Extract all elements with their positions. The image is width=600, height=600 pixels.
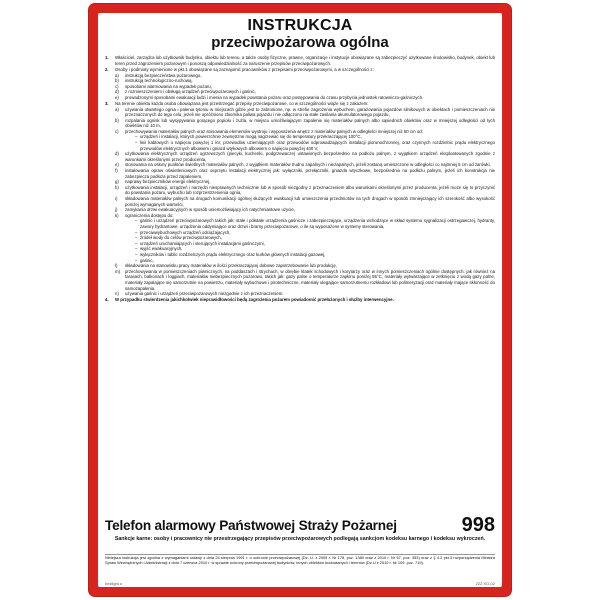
subitem-text-main: instalowania opraw oświetleniowych oraz osprzętu instalacji elektrycznej jak: wyłączniki, przełączniki, gniazda wtyczkowe, bezpośrednio na podłożu palnym, jeżeli ich konstrukcja nie zabezpiecza podłoża przed zapaleniem, — [125, 168, 495, 179]
paragraph-number: 2. — [105, 66, 109, 72]
subitem — [115, 151, 495, 162]
subitem-text-main: użytkowania instalacji, urządzeń i narzędzi niesprawnych technicznie lub w sposób niezgodny z przeznaczeniem albo warunkami określonymi przez producenta, jeżeli może się to przyczynić do powstania pożaru, wybuchu lub rozprzestrzenienia ognia, — [125, 184, 495, 196]
subitem-text-main: składowania materiałów palnych na drogach komunikacji ogólnej służących ewakuacji lub umieszczenia przedmiotów na tych drogach w sposób zmniejszający ich szerokość albo wysokość poniżej wymaganych wartości, — [125, 196, 495, 207]
subitem — [115, 107, 495, 118]
phone-label: Telefon alarmowy Państwowej Straży Pożarnej — [105, 517, 397, 533]
subitem-text-main: używania otwartego ognia i palenia tytoniu w miejscach gdzie jest to zabronione, np. w strefie zagrożenia wybuchem, garażowania pojazdów silnikowych w obiektach i pomieszczeniach nie przeznaczonych do tego celu, jeżeli nie opróżniono zbiornika paliwa pojazdu i nie odłączono na stałe zasilania akumulatorowego pojazdu, — [125, 106, 495, 118]
instruction-paragraph — [105, 55, 495, 66]
subitem-text-main: ograniczenia dostępu do: — [125, 212, 174, 218]
sanctions-note: Sankcje karne: osoby i pracownicy nie przestrzegający przepisów przeciwpożarowych podlegają sankcjom kodeksu karnego i kodeksu wykroczeń. — [114, 536, 486, 542]
paragraph-number: 1. — [105, 55, 109, 60]
subitem-letter: e) — [115, 94, 119, 100]
subitem-letter: g) — [115, 179, 119, 185]
dash-mark: – — [135, 235, 138, 241]
subitem-text — [125, 213, 495, 263]
dash-text: wyłączników i tablic rozdzielczych prądu elektrycznego oraz kurków głównych instalacji gazowej, — [140, 251, 326, 257]
subitem-text — [125, 168, 495, 179]
subitem — [115, 118, 495, 129]
sign-subtitle: przeciwpożarowa ogólna — [211, 34, 389, 51]
dash-mark: – — [135, 134, 138, 140]
paragraph-number: 3. — [105, 100, 109, 106]
subitem-letter: d) — [115, 151, 119, 157]
subitem-text — [125, 129, 495, 151]
subitem-letter: m) — [115, 268, 121, 274]
subitem-text-main: przechowywania materiałów palnych oraz stosowania elementów wystroju i wyposażenia wnętrz z materiałów palnych w odległości mniejszej niż 50 cm od: — [125, 128, 423, 134]
dash-mark: – — [135, 251, 138, 257]
subitem-letter: n) — [115, 291, 119, 297]
subitem-text-main: naprawy bezpieczników energii elektrycznej, — [125, 179, 211, 185]
dash-mark: – — [135, 246, 138, 252]
subitem-letter: b) — [115, 78, 119, 84]
phone-number: 998 — [461, 513, 495, 536]
dash-item — [135, 218, 495, 229]
subitem-letter: j) — [115, 207, 118, 213]
subitem-dashes — [135, 134, 495, 151]
paragraph-number: 4. — [105, 296, 109, 302]
subitem-text — [125, 107, 495, 118]
subitem-letter: c) — [115, 83, 119, 89]
subitem-text-main: stosowania na osłony punktów świetlnych materiałów palnych, z wyjątkiem materiałów trudno zapalnych i niezapalnych, jeżeli zostaną umieszczone w odległości co najmniej 5 cm od żarówki, — [125, 162, 491, 168]
subitem-text-main: instrukcją technologiczno-ruchową, — [125, 78, 193, 84]
subitem — [115, 168, 495, 179]
dash-mark: – — [135, 140, 138, 146]
dash-mark: – — [135, 240, 138, 246]
subitem-letter: b) — [115, 117, 119, 123]
subitem-text-main: rozpalania ognisk lub wysypywania gorącego popiołu i żużla, w miejscu umożliwiającym zapalenie się materiałów palnych albo sąsiednich obiektów oraz w mniejszej odległości od tych obiektów niż 10 m, — [125, 117, 495, 129]
subitem-text — [125, 196, 495, 207]
subitem-text-main: instrukcją bezpieczeństwa pożarowego, — [125, 72, 202, 78]
paragraph-text: Właściciel, zarządca lub użytkownik budynku, obiektu lub terenu, a także osoby fizyczne, prawne, organizacje i instytucje obowiązane są zabezpieczyć użytkowane środowisko, budynek, obiekt lub teren przed zagrożeniem pożarowym i ponoszą odpowiedzialność za naruszenie przepisów przeciwpożarowych. — [115, 55, 495, 66]
subitem-letter: a) — [115, 72, 119, 78]
subitem-text — [125, 185, 495, 196]
instruction-body — [105, 55, 495, 510]
subitem-text-main: składowania na stanowisku pracy materiałów w ilości przekraczającej dobowe zapotrzebowanie lub produkcję, — [125, 263, 337, 269]
subitem-text-main: użytkowania elektrycznych urządzeń ogrzewczych (piecyki, kuchenki, podgrzewacze) ustawionych bezpośrednio na podłożu palnym, z wyjątkiem urządzeń eksploatowanych zgodnie z warunkami określonymi przez producenta, — [125, 151, 495, 162]
subitem-text-main: zamykania drzwi ewakuacyjnych w sposób uniemożliwiający ich natychmiastowe użycie, — [125, 207, 295, 213]
paragraph-text: Osoby i podmioty wymienione w pkt.1 obowiązane są zaznajomić pracowników z przepisami przeciwpożarowymi, a w szczególności z: — [115, 66, 374, 72]
dash-text: urządzeń uruchamiających i sterujących instalacjami gaśniczymi, — [140, 240, 265, 246]
dash-text: gaśnic i urządzeń przeciwpożarowych takich jak: stałe i półstałe urządzenia gaśnicze i zabezpieczające, urządzenia wchodzące w skład systemu sygnalizacji ostrzegawczej, hydranty, zawory hydrantowe, urządzenia oddymiające oraz drzwi i bramy przeciwpożarowe, o ile są wyposażone w systemy sterowania, — [140, 218, 495, 229]
phone-row — [105, 514, 495, 536]
footer-brand: bezlight.o — [105, 581, 123, 586]
dash-text: gaśnic, — [140, 257, 154, 263]
dash-text: urządzeń i instalacji, których powierzchnie zewnętrzne mogą nagrzewać się do temperatury przekraczającej 100°C, — [140, 134, 362, 140]
subitem-text-main: prowadzonymi sposobami ewakuacji ludzi i mienia na wypadek powstania pożaru oraz postępowania do czasu przybycia jednostek ratowniczo-gaśniczych. — [125, 94, 424, 100]
subitem-text — [125, 269, 495, 291]
subitem-text — [125, 151, 495, 162]
dash-mark: – — [135, 229, 138, 235]
subitem-text-main: używania gaśnic i urządzeń przeciwpożarowych niezgodnie z ich przeznaczeniem. — [125, 291, 284, 297]
dash-item — [135, 140, 495, 151]
subitem-letter: k) — [115, 212, 119, 218]
paragraph-subitems — [115, 107, 495, 297]
subitem — [115, 129, 495, 151]
sign-title: INSTRUKCJA — [247, 17, 353, 34]
subitem-text — [125, 118, 495, 129]
instruction-paragraph — [105, 67, 495, 73]
dash-text: linii kablowych o napięciu powyżej 1 kV, przewodów uziemiających oraz przewodów odprowadzających instalacji piorunochronnej, oraz czynnych rozdzielnic prądu elektrycznego przewodów elektrycznych albowiem i gniazd wtykowych albowiem o napięciu powyżej 400 V, — [140, 140, 495, 151]
subitem-letter: i) — [115, 196, 118, 202]
paragraph-text: W przypadku stwierdzenia jakichkolwiek nieprawidłowości będą zagrożenia pożarem powiadomić przełożonych i służby interwencyjne. — [115, 296, 394, 302]
subitem-dashes — [135, 218, 495, 263]
subitem — [115, 185, 495, 196]
dash-text: źródeł wody do celów przeciwpożarowych, — [140, 235, 222, 241]
subitem-letter: a) — [115, 106, 119, 112]
subitem-text-main: przechowywania w pomieszczeniach piwnicznych, na poddaszach i strychach, w obrębie klatek schodowych i korytarzy oraz w innych pomieszczeniach ogólnie dostępnych, jak również na tarasach, balkonach i loggiach, materiałów niebezpiecznych pożarowo, takich jak: gazy palne o temperaturze zapłonu poniżej 55°C, materiały wytwarzające w zetknięciu z wodą gazy palne, materiały zapalające się samorzutnie na powietrzu, materiały wybuchowe i pirotechniczne, materiały ulegające samorzutnemu rozkładowi lub polimeryzacji oraz materiały mające skłonność do samozapalenia, — [125, 268, 495, 291]
subitem-letter: e) — [115, 162, 119, 168]
subitem-letter: l) — [115, 263, 118, 269]
dash-mark: – — [135, 257, 138, 263]
subitem — [115, 196, 495, 207]
legal-note: Niniejsza instrukcja jest zgodna z wymaganiami ustawy z dnia 24 sierpnia 1991 r. o ochronie przeciwpożarowej (Dz. U. z 2009 r. Nr 178, poz. 1380 oraz z 2010 r. Nr 57, poz. 353) oraz z § 4.2 pkt.3 rozporządzenia Ministra Spraw Wewnętrznych i Administracji z dnia 7 czerwca 2010 r. w sprawie ochrony przeciwpożarowej budynków, innych obiektów budowlanych i terenów (Dz.U z 2010 r. Nr 109, poz. 719). — [105, 554, 495, 576]
paragraph-subitems — [115, 73, 495, 101]
instruction-paragraph — [105, 101, 495, 107]
subitem — [115, 213, 495, 263]
instruction-sign — [89, 4, 511, 596]
dash-text: przeciwwybuchowych urządzeń odciążających, — [140, 229, 231, 235]
paragraph-text: Na terenie obiektu każda osoba obowiązana jest przestrzegać przepisy przeciwpożarowe, co w szczególności wiąże się z zakazem: — [115, 100, 369, 106]
subitem-text-main: sposobami alarmowania na wypadek pożaru, — [125, 83, 212, 89]
sign-content — [98, 13, 502, 587]
dash-text: wyjść ewakuacyjnych, — [140, 246, 183, 252]
subitem-letter: d) — [115, 89, 119, 95]
footer-code: 222 XO-02 — [475, 581, 495, 586]
subitem-letter: h) — [115, 184, 119, 190]
subitem — [115, 269, 495, 291]
subitem-letter: c) — [115, 128, 119, 134]
subitem-text-main: z rozmieszczeniem i obsługą urządzeń przeciwpożarowych i gaśnic, — [125, 89, 256, 95]
dash-mark: – — [135, 218, 138, 224]
subitem-letter: f) — [115, 168, 118, 174]
instruction-paragraph — [105, 297, 495, 303]
